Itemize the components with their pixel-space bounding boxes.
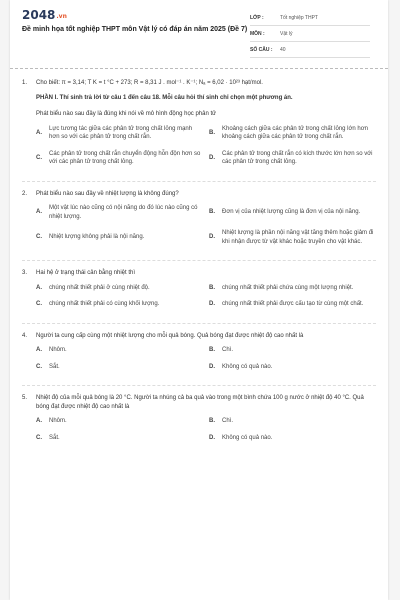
info-value: 40: [280, 46, 286, 53]
option-letter: B.: [209, 347, 215, 353]
option-letter: D.: [209, 434, 215, 441]
answer-options: [36, 125, 376, 167]
option-text: Chì.: [222, 418, 234, 424]
option-letter: B.: [209, 209, 215, 216]
option-text: Khoảng cách giữa các phân tử trong chất lỏng lớn hơn khoảng cách giữa các phân tử trong chất rắn.: [222, 125, 368, 140]
question-number: 3.: [22, 270, 28, 276]
option-text: chúng nhất thiết phải ở cùng nhiệt độ.: [49, 284, 150, 291]
question-number: [22, 110, 36, 119]
answer-option-d[interactable]: [209, 300, 376, 309]
answer-option-c[interactable]: [36, 229, 203, 246]
question: [22, 269, 376, 278]
option-text: Nhôm.: [49, 418, 67, 424]
question-text: Hai hệ ở trạng thái cân bằng nhiệt thì: [36, 270, 135, 276]
answer-option-c[interactable]: [36, 363, 203, 372]
info-label: SỐ CÂU :: [250, 46, 273, 53]
info-value: Tốt nghiệp THPT: [280, 14, 318, 21]
question-text: Phát biểu nào sau đây là đúng khi nói về mô hình động học phân tử: [36, 111, 217, 117]
option-letter: C.: [36, 301, 42, 307]
option-text: Sắt.: [49, 434, 60, 441]
option-letter: B.: [209, 284, 215, 291]
option-letter: B.: [209, 129, 215, 136]
answer-option-a[interactable]: [36, 204, 203, 221]
answer-option-a[interactable]: [36, 284, 203, 293]
option-letter: A.: [36, 418, 42, 424]
document-title: Đề minh họa tốt nghiệp THPT môn Vật lý có đáp án năm 2025 (Đề 7): [22, 26, 248, 33]
option-letter: C.: [36, 234, 42, 241]
answer-option-b[interactable]: [209, 204, 376, 221]
answer-options: [36, 284, 376, 309]
option-text: Các phân tử trong chất rắn chuyển động hỗn độn hơn so với các phân tử trong chất lỏng.: [49, 150, 201, 165]
answer-options: [36, 346, 376, 371]
question-number: 1.: [22, 80, 28, 86]
option-text: chúng nhất thiết phải chứa cùng một lượng nhiệt.: [222, 284, 354, 291]
answer-option-a[interactable]: [36, 346, 203, 355]
intro-block: [22, 79, 376, 88]
question-text: Người ta cung cấp cùng một nhiệt lượng cho mỗi quả bóng. Quả bóng đạt được nhiệt độ cao nhất là: [36, 332, 304, 339]
question-content: [10, 69, 388, 442]
option-letter: C.: [36, 363, 42, 370]
answer-option-b[interactable]: [209, 125, 376, 142]
option-letter: A.: [36, 284, 42, 291]
option-letter: C.: [36, 154, 42, 161]
question-number: 2.: [22, 190, 28, 197]
option-text: Nhiệt lượng là phần nội năng vật tăng thêm hoặc giảm đi khi nhận được từ vật khác hoặc truyền cho vật khác.: [222, 230, 374, 245]
question: [22, 332, 376, 341]
divider: [22, 181, 376, 182]
option-text: Nhôm.: [49, 347, 67, 353]
question-number: 5.: [22, 395, 28, 401]
option-letter: D.: [209, 234, 215, 241]
info-label: MÔN :: [250, 30, 265, 37]
info-value: Vật lý: [280, 30, 293, 37]
question: [22, 110, 376, 119]
option-text: chúng nhất thiết phải có cùng khối lượng.: [49, 301, 160, 307]
answer-option-c[interactable]: [36, 150, 203, 167]
answer-options: [36, 204, 376, 246]
option-text: Lực tương tác giữa các phân tử trong chất lỏng mạnh hơn so với các phân tử trong chất rắn.: [49, 125, 193, 140]
info-row-class: [250, 10, 370, 26]
option-text: Chì.: [222, 347, 234, 353]
option-text: Không có quả nào.: [222, 434, 273, 441]
option-text: Sắt.: [49, 363, 60, 370]
logo-text: 2048: [22, 8, 56, 22]
option-text: Nhiệt lượng không phải là nội năng.: [49, 234, 145, 241]
answer-option-c[interactable]: [36, 434, 203, 443]
option-text: Các phân tử trong chất rắn có kích thước lớn hơn so với các phân tử trong chất lỏng.: [222, 150, 373, 165]
option-text: Một vật lúc nào cũng có nội năng do đó lúc nào cũng có nhiệt lượng.: [49, 205, 198, 220]
answer-options: [36, 417, 376, 442]
question-number: 4.: [22, 332, 28, 339]
option-text: chúng nhất thiết phải được cấu tạo từ cùng một chất.: [222, 301, 364, 307]
divider: [22, 260, 376, 261]
answer-option-b[interactable]: [209, 284, 376, 293]
answer-option-b[interactable]: [209, 346, 376, 355]
answer-option-b[interactable]: [209, 417, 376, 426]
option-text: Không có quả nào.: [222, 363, 273, 370]
option-letter: B.: [209, 418, 215, 424]
info-row-count: [250, 42, 370, 58]
question-text: Nhiệt độ của mỗi quả bóng là 20 °C. Người ta nhúng cả ba quả vào trong một bình chứa 100 g nước ở nhiệt độ 40 °C. Quả bóng đạt được nhiệt độ cao nhất là: [36, 395, 364, 410]
option-letter: C.: [36, 434, 42, 441]
answer-option-d[interactable]: [209, 229, 376, 246]
answer-option-c[interactable]: [36, 300, 203, 309]
divider: [22, 385, 376, 386]
option-letter: D.: [209, 154, 215, 161]
option-letter: D.: [209, 363, 215, 370]
logo-suffix: .vn: [56, 13, 67, 20]
option-letter: A.: [36, 129, 42, 136]
question: [22, 394, 376, 411]
answer-option-d[interactable]: [209, 150, 376, 167]
answer-option-a[interactable]: [36, 125, 203, 142]
site-logo[interactable]: [22, 8, 67, 22]
document-header: [10, 0, 388, 69]
divider: [22, 323, 376, 324]
question-text: Phát biểu nào sau đây về nhiệt lượng là không đúng?: [36, 190, 179, 197]
option-letter: A.: [36, 209, 42, 216]
info-label: LỚP :: [250, 14, 264, 21]
answer-option-d[interactable]: [209, 434, 376, 443]
option-text: Đơn vị của nhiệt lượng cũng là đơn vị của nội năng.: [222, 209, 361, 216]
part-heading: PHẦN I. Thí sinh trả lời từ câu 1 đến câu 18. Mỗi câu hỏi thí sinh chỉ chọn một phương án.: [36, 94, 293, 101]
option-letter: A.: [36, 347, 42, 353]
document-page: [10, 0, 388, 600]
constants-text: Cho biết: π = 3,14; T K = t °C + 273; R = 8,31 J . mol⁻¹ . K⁻¹; Nₐ = 6,02 · 10²³ hạt/mol.: [36, 80, 263, 86]
info-panel: [250, 10, 370, 58]
info-row-subject: [250, 26, 370, 42]
question: [22, 190, 376, 199]
option-letter: D.: [209, 301, 215, 307]
answer-option-a[interactable]: [36, 417, 203, 426]
answer-option-d[interactable]: [209, 363, 376, 372]
